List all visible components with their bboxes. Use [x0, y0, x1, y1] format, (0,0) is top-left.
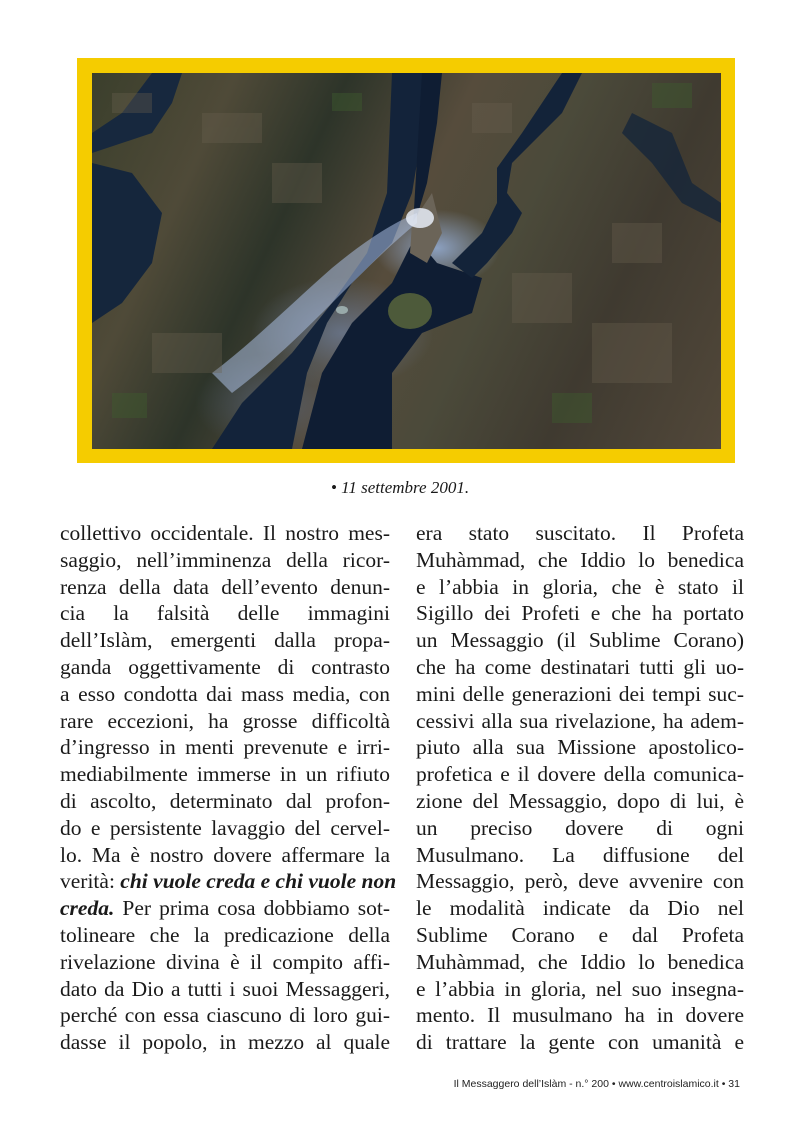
- text-line: mento. Il musulmano ha in dovere: [416, 1003, 744, 1028]
- text-line: tolineare che la predicazione della: [60, 922, 390, 947]
- text-line: a esso condotta dai mass media, con: [60, 681, 390, 706]
- text-line: era stato suscitato. Il Profeta: [416, 521, 744, 545]
- text-line: cessivi alla sua rivelazione, ha adem-: [416, 708, 744, 733]
- text-column-right: [416, 520, 744, 1056]
- text-line: zione del Messaggio, dopo di lui, è: [416, 788, 744, 813]
- text-line: ganda oggettivamente di contrasto: [60, 654, 390, 679]
- text-line: rare eccezioni, ha grosse difficoltà: [60, 708, 390, 733]
- text-line: un Messaggio (il Sublime Corano): [416, 628, 744, 653]
- photo-caption: • 11 settembre 2001.: [330, 478, 470, 497]
- text-line: Muhàmmad, che Iddio lo benedica: [416, 547, 744, 572]
- text-line: le modalità indicate da Dio nel: [416, 896, 744, 921]
- text-line: dasse il popolo, in mezzo al quale: [60, 1030, 390, 1055]
- text-line: [60, 895, 390, 922]
- text-line: d’ingresso in menti prevenute e irri-: [60, 735, 390, 760]
- text-line: dato da Dio a tutti i suoi Messaggeri,: [60, 976, 390, 1001]
- text-line: un preciso dovere di ogni: [416, 815, 744, 840]
- photo-illustration: [92, 73, 721, 449]
- text-line: rivelazione divina è il compito affi-: [60, 949, 390, 974]
- satellite-photo-new-york: [92, 73, 721, 449]
- text-line: Musulmano. La diffusione del: [416, 842, 744, 867]
- text-column-left: [60, 520, 397, 1056]
- text-line: e l’abbia in gloria, che è stato il: [416, 574, 744, 599]
- text-line: lo. Ma è nostro dovere affermare la: [60, 842, 390, 867]
- text-line: renza della data dell’evento denun-: [60, 574, 390, 599]
- text-line: di trattare la gente con umanità e: [416, 1030, 744, 1055]
- text-line: di ascolto, determinato dal profon-: [60, 788, 390, 813]
- text-line: Sublime Corano e dal Profeta: [416, 922, 744, 947]
- text-line: che ha come destinatari tutti gli uo-: [416, 654, 744, 679]
- text-line: piuto alla sua Missione apostolico-: [416, 735, 744, 760]
- text-line: do e persistente lavaggio del cervel-: [60, 815, 390, 840]
- text-line: collettivo occidentale. Il nostro mes-: [60, 521, 390, 545]
- text-line: cia la falsità delle immagini: [60, 601, 390, 626]
- text-line: profetica e il dovere della comunica-: [416, 762, 744, 787]
- emphasis-text: creda.: [60, 896, 115, 921]
- emphasis-text: chi vuole creda e chi vuole non: [120, 869, 397, 894]
- text-line: saggio, nell’imminenza della ricor-: [60, 547, 390, 572]
- text-line: mini delle generazioni dei tempi suc-: [416, 681, 744, 706]
- photo-frame: [77, 58, 735, 463]
- text-line: Messaggio, però, deve avvenire con: [416, 869, 744, 894]
- text-line: mediabilmente immerse in un rifiuto: [60, 762, 390, 787]
- text-line: Sigillo dei Profeti e che ha portato: [416, 601, 744, 626]
- text-line: perché con essa ciascuno di loro gui-: [60, 1003, 390, 1028]
- text-segment: Per prima cosa dobbiamo sot-: [114, 896, 390, 921]
- page-footer: Il Messaggero dell’Islàm - n.° 200 • www.centroislamico.it • 31: [453, 1078, 740, 1090]
- text-line: dell’Islàm, emergenti dalla propa-: [60, 628, 390, 653]
- text-segment: verità:: [60, 869, 121, 894]
- text-line: e l’abbia in gloria, nel suo insegna-: [416, 976, 744, 1001]
- text-line: Muhàmmad, che Iddio lo benedica: [416, 949, 744, 974]
- text-line: [60, 868, 397, 895]
